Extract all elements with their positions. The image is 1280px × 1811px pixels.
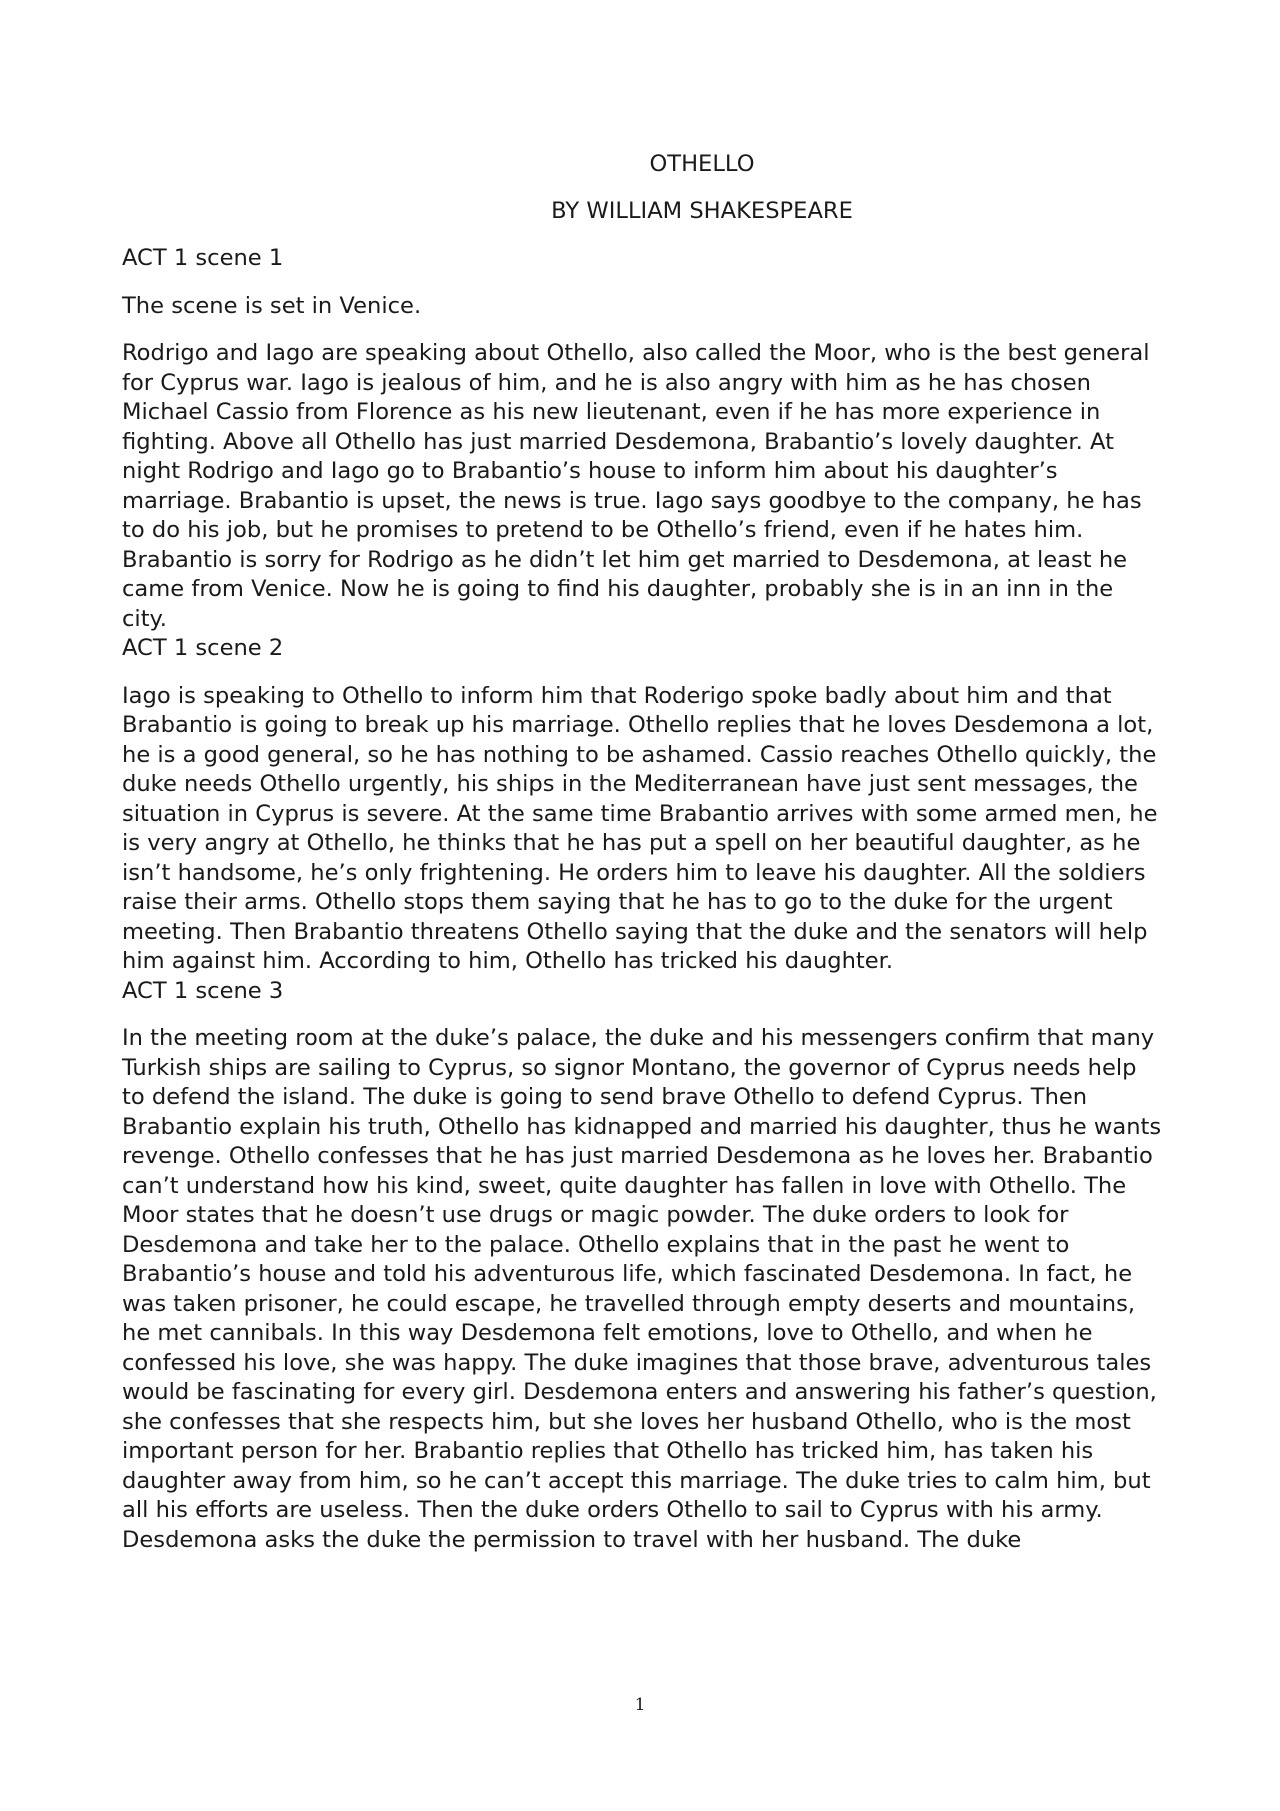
- section-act1-scene1: [122, 244, 1162, 634]
- document-author: BY WILLIAM SHAKESPEARE: [551, 197, 853, 224]
- section-heading: ACT 1 scene 2: [122, 635, 284, 661]
- document-title: OTHELLO: [649, 151, 755, 177]
- paragraph: Rodrigo and Iago are speaking about Othello, also called the Moor, who is the best general for Cyprus war. Iago is jealous of him, and he is also angry with him as he has chosen Michael Cassio from Florence as his new lieutenant, even if he has more experience in fighting. Above all Othello has just married Desdemona, Brabantio’s lovely daughter. At night Rodrigo and Iago go to Brabantio’s house to inform him about his daughter’s marriage. Brabantio is upset, the news is true. Iago says goodbye to the company, he has to do his job, but he promises to pretend to be Othello’s friend, even if he hates him. Brabantio is sorry for Rodrigo as he didn’t let him get married to Desdemona, at least he came from Venice. Now he is going to find his daughter, probably she is in an inn in the city.: [122, 340, 1150, 632]
- document-body: [122, 150, 1162, 1555]
- section-heading: ACT 1 scene 1: [122, 245, 284, 271]
- section-act1-scene2: [122, 634, 1162, 977]
- paragraph: Iago is speaking to Othello to inform him that Roderigo spoke badly about him and that Brabantio is going to break up his marriage. Othello replies that he loves Desdemona a lot, he is a good general, so he has nothing to be ashamed. Cassio reaches Othello quickly, the duke needs Othello urgently, his ships in the Mediterranean have just sent messages, the situation in Cyprus is severe. At the same time Brabantio arrives with some armed men, he is very angry at Othello, he thinks that he has put a spell on her beautiful daughter, as he isn’t handsome, he’s only frightening. He orders him to leave his daughter. All the soldiers raise their arms. Othello stops them saying that he has to go to the duke for the urgent meeting. Then Brabantio threatens Othello saying that the duke and the senators will help him against him. According to him, Othello has tricked his daughter.: [122, 682, 1158, 974]
- section-act1-scene3: [122, 977, 1162, 1556]
- page-number: 1: [634, 1695, 646, 1715]
- section-heading: ACT 1 scene 3: [122, 977, 284, 1004]
- paragraph: In the meeting room at the duke’s palace, the duke and his messengers confirm that many Turkish ships are sailing to Cyprus, so signor Montano, the governor of Cyprus needs help to defend the island. The duke is going to send brave Othello to defend Cyprus. Then Brabantio explain his truth, Othello has kidnapped and married his daughter, thus he wants revenge. Othello confesses that he has just married Desdemona as he loves her. Brabantio can’t understand how his kind, sweet, quite daughter has fallen in love with Othello. The Moor states that he doesn’t use drugs or magic powder. The duke orders to look for Desdemona and take her to the palace. Othello explains that in the past he went to Brabantio’s house and told his adventurous life, which fascinated Desdemona. In fact, he was taken prisoner, he could escape, he travelled through empty deserts and mountains, he met cannibals. In this way Desdemona felt emotions, love to Othello, and when he confessed his love, she was happy. The duke imagines that those brave, adventurous tales would be fascinating for every girl. Desdemona enters and answering his father’s question, she confesses that she respects him, but she loves her husband Othello, who is the most important person for her. Brabantio replies that Othello has tricked him, has taken his daughter away from him, so he can’t accept this marriage. The duke tries to calm him, but all his efforts are useless. Then the duke orders Othello to sail to Cyprus with his army. Desdemona asks the duke the permission to travel with her husband. The duke: [122, 1025, 1162, 1553]
- paragraph: The scene is set in Venice.: [122, 292, 422, 319]
